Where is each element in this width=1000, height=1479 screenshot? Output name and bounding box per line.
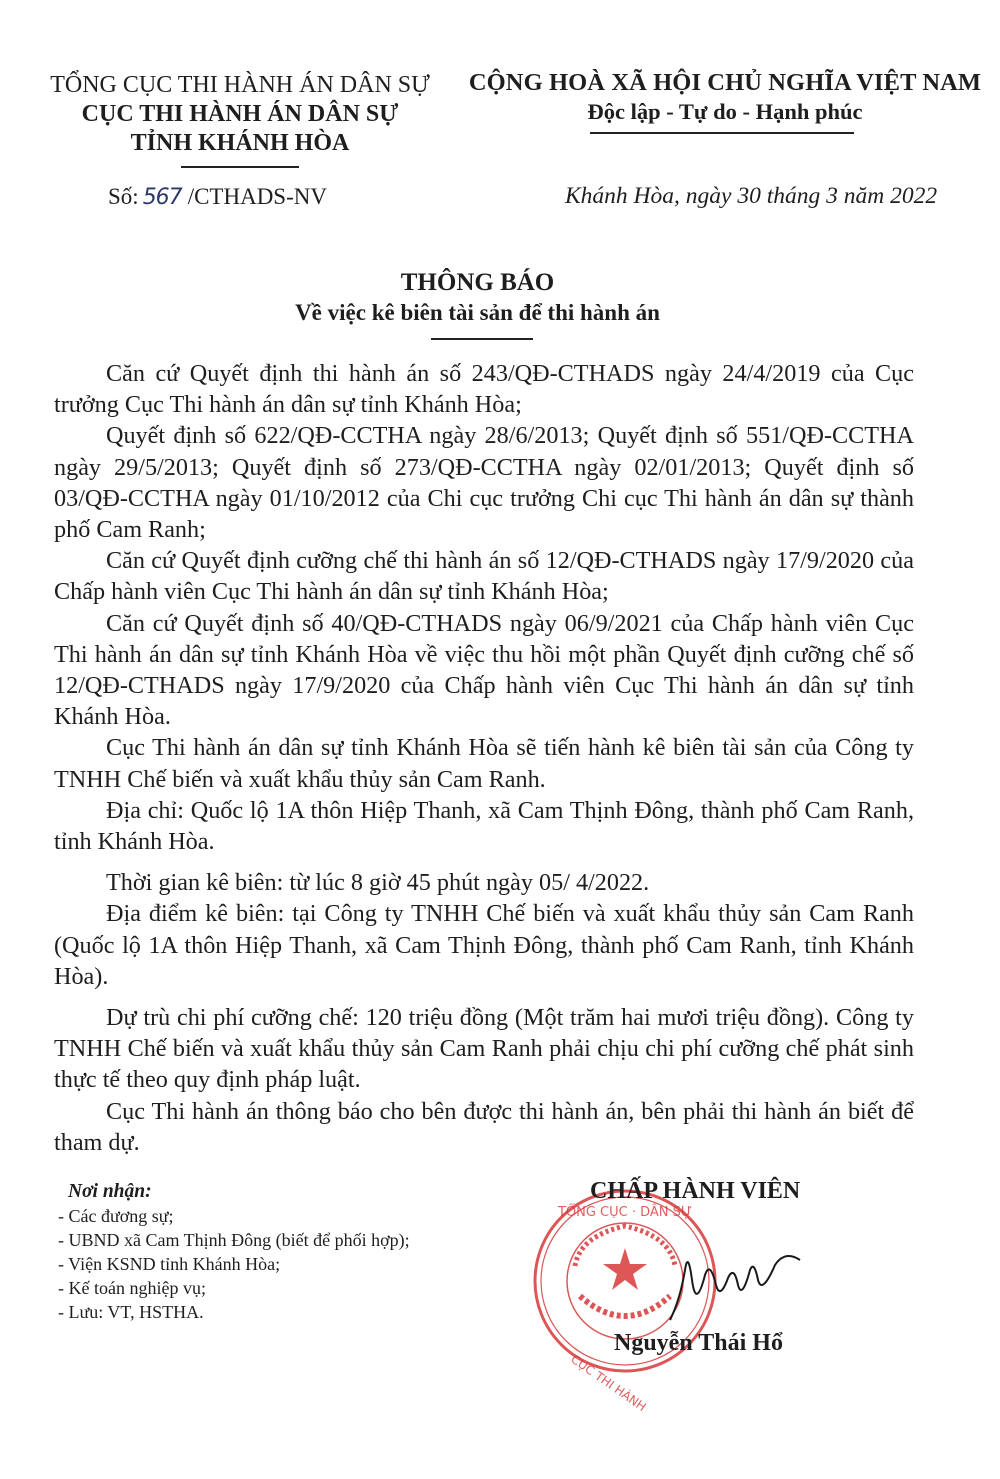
document-body (54, 358, 914, 1158)
parent-agency: TỔNG CỤC THI HÀNH ÁN DÂN SỰ (50, 72, 430, 98)
handwritten-signature-icon (650, 1240, 810, 1330)
dateline: Khánh Hòa, ngày 30 tháng 3 năm 2022 (565, 183, 938, 209)
document-subtitle: Về việc kê biên tài sản để thi hành án (295, 300, 660, 325)
svg-text:TỔNG CỤC · DÂN SỰ: TỔNG CỤC · DÂN SỰ (557, 1205, 693, 1220)
signer-title: CHẤP HÀNH VIÊN (590, 1178, 801, 1204)
paragraph: Cục Thi hành án thông báo cho bên được thi hành án, bên phải thi hành án biết để tham dự. (54, 1097, 914, 1156)
recipient-item: - Viện KSND tỉnh Khánh Hòa; (58, 1254, 281, 1274)
document-number-label: Số: (108, 184, 139, 209)
signature-block (557, 1178, 850, 1415)
recipient-item: - Kế toán nghiệp vụ; (58, 1278, 206, 1298)
paragraph: Căn cứ Quyết định thi hành án số 243/QĐ-CTHADS ngày 24/4/2019 của Cục trưởng Cục Thi hành án dân sự tỉnh Khánh Hòa; (54, 360, 914, 419)
document-title-block (0, 268, 1000, 340)
svg-text:CỤC THI HÀNH: CỤC THI HÀNH (568, 1351, 649, 1415)
divider (181, 166, 299, 168)
divider (431, 338, 533, 340)
paragraph: Địa điểm kê biên: tại Công ty TNHH Chế biến và xuất khẩu thủy sản Cam Ranh (Quốc lộ 1A thôn Hiệp Thanh, xã Cam Thịnh Đông, thành phố Cam Ranh, tỉnh Khánh Hòa). (54, 900, 914, 990)
document-number (108, 184, 327, 210)
document-number-suffix: /CTHADS-NV (187, 184, 327, 209)
recipients-heading: Nơi nhận: (68, 1181, 152, 1202)
signer-name: Nguyễn Thái Hổ (614, 1330, 783, 1356)
paragraph: Dự trù chi phí cưỡng chế: 120 triệu đồng (Một trăm hai mươi triệu đồng). Công ty TNHH Chế biến và xuất khẩu thủy sản Cam Ranh phải chịu chi phí cưỡng chế phát sinh thực tế theo quy định pháp luật. (54, 1004, 914, 1094)
country-name: CỘNG HOÀ XÃ HỘI CHỦ NGHĨA VIỆT NAM (468, 69, 982, 96)
paragraph: Căn cứ Quyết định cưỡng chế thi hành án số 12/QĐ-CTHADS ngày 17/9/2020 của Chấp hành viên Cục Thi hành án dân sự tỉnh Khánh Hòa; (54, 547, 914, 606)
recipients-block (58, 1180, 410, 1324)
handwritten-number: 567 (142, 185, 182, 210)
agency-name: CỤC THI HÀNH ÁN DÂN SỰ (81, 101, 399, 127)
divider (590, 132, 854, 134)
paragraph: Thời gian kê biên: từ lúc 8 giờ 45 phút ngày 05/ 4/2022. (106, 869, 650, 897)
document-title: THÔNG BÁO (400, 269, 555, 296)
recipient-item: - Lưu: VT, HSTHA. (58, 1302, 204, 1322)
recipient-item: - Các đương sự; (58, 1206, 174, 1226)
agency-province: TỈNH KHÁNH HÒA (130, 130, 350, 156)
paragraph: Căn cứ Quyết định số 40/QĐ-CTHADS ngày 06/9/2021 của Chấp hành viên Cục Thi hành án dân sự tỉnh Khánh Hòa về việc thu hồi một phần Quyết định cưỡng chế số 12/QĐ-CTHADS ngày 17/9/2020 của Chấp hành viên Cục Thi hành án dân sự tỉnh Khánh Hòa. (54, 609, 914, 731)
national-motto-block (460, 68, 990, 134)
national-motto: Độc lập - Tự do - Hạnh phúc (587, 99, 863, 124)
paragraph: Địa chỉ: Quốc lộ 1A thôn Hiệp Thanh, xã Cam Thịnh Đông, thành phố Cam Ranh, tỉnh Khánh Hòa. (54, 796, 914, 856)
paragraph: Quyết định số 622/QĐ-CCTHA ngày 28/6/2013; Quyết định số 551/QĐ-CCTHA ngày 29/5/2013; Quyết định số 273/QĐ-CCTHA ngày 02/01/2013; Quyết định số 03/QĐ-CCTHA ngày 01/10/2012 của Chi cục trưởng Chi cục Thi hành án dân sự thành phố Cam Ranh; (54, 422, 914, 544)
recipient-item: - UBND xã Cam Thịnh Đông (biết để phối hợp); (58, 1230, 410, 1250)
issuing-agency-block (30, 70, 450, 168)
paragraph: Cục Thi hành án dân sự tỉnh Khánh Hòa sẽ tiến hành kê biên tài sản của Công ty TNHH Chế biến và xuất khẩu thủy sản Cam Ranh. (54, 734, 914, 793)
